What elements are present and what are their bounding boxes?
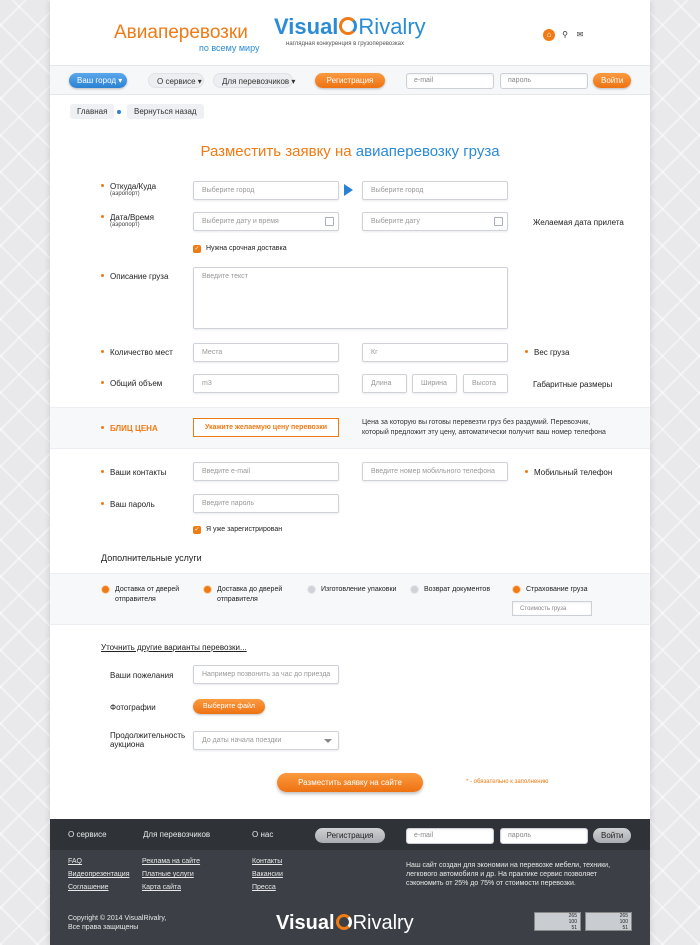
search-icon[interactable]: ⚲ — [562, 30, 568, 39]
required-marker — [101, 215, 104, 218]
departure-date-input[interactable]: Выберите дату и время — [193, 212, 339, 231]
breadcrumb-back[interactable]: Вернуться назад — [127, 104, 204, 119]
required-note: * - обязательно к заполнению — [466, 779, 549, 785]
logo-right: Rivalry — [358, 14, 426, 39]
volume-input[interactable]: m3 — [193, 374, 339, 393]
blitz-note: Цена за которую вы готовы перевезти груз без раздумий. Перевозчик, который предложит эту цену, автоматически получит ваш номер телефона — [362, 419, 606, 436]
service-radio[interactable] — [204, 586, 211, 593]
auction-duration-label: Продолжительность аукциона — [110, 731, 186, 749]
from-city-input[interactable]: Выберите город — [193, 181, 339, 200]
service-label: Возврат документов — [424, 586, 491, 593]
description-textarea[interactable]: Введите текст — [193, 267, 508, 329]
footer-link[interactable]: Соглашение — [68, 884, 109, 891]
logo-swirl-icon — [339, 17, 357, 35]
logo-swirl-icon — [336, 914, 352, 930]
footer-link[interactable]: Вакансии — [252, 871, 283, 878]
weight-input[interactable]: Кг — [362, 343, 508, 362]
site-subtitle: по всему миру — [199, 43, 260, 53]
service-radio[interactable] — [102, 586, 109, 593]
calendar-icon[interactable] — [325, 217, 334, 226]
height-input[interactable]: Высота — [463, 374, 508, 393]
volume-label: Общий объем — [110, 379, 163, 388]
password-field[interactable]: Введите пароль — [193, 494, 339, 513]
phone-label: Мобильный телефон — [534, 468, 613, 477]
page-title — [50, 143, 650, 160]
login-password-input[interactable]: пароль — [500, 73, 588, 89]
service-label: Доставка до дверей отправителя — [217, 586, 283, 603]
footer-about-us-link[interactable]: О нас — [252, 830, 274, 839]
email-field[interactable]: Введите e-mail — [193, 462, 339, 481]
city-select-button[interactable]: Ваш город ▾ — [69, 73, 127, 88]
required-marker — [101, 350, 104, 353]
blitz-price-label: БЛИЦ ЦЕНА — [110, 424, 158, 433]
home-icon[interactable]: ⌂ — [543, 29, 555, 41]
footer-login-button[interactable]: Войти — [593, 828, 631, 843]
from-to-label: Откуда/Куда (аэропорт) — [110, 182, 157, 197]
carriers-menu[interactable]: Для перевозчиков ▾ — [213, 73, 293, 88]
urgent-checkbox[interactable]: ✓ — [194, 246, 200, 252]
footer-register-button[interactable]: Регистрация — [315, 828, 385, 843]
footer-link[interactable]: Реклама на сайте — [142, 858, 201, 865]
footer-link[interactable]: Платные услуги — [142, 871, 194, 878]
footer-link[interactable]: Контакты — [252, 858, 283, 865]
choose-file-button[interactable]: Выберите файл — [193, 699, 265, 714]
logo[interactable] — [274, 14, 426, 40]
dimensions-label: Габаритные размеры — [533, 380, 613, 389]
desired-arrival-label: Желаемая дата прилета — [533, 218, 624, 227]
service-label: Доставка от дверей отправителя — [115, 586, 180, 603]
places-label: Количество мест — [110, 348, 173, 357]
footer-password-input[interactable]: пароль — [500, 828, 588, 844]
city-label: Ваш город — [77, 76, 117, 85]
weight-label: Вес груза — [534, 348, 570, 357]
page — [50, 0, 650, 945]
logo-left: Visual — [274, 14, 339, 39]
footer-link[interactable]: Карта сайта — [142, 884, 181, 891]
footer-link[interactable]: FAQ — [68, 858, 83, 865]
counter-badge[interactable]: 265 100 51 — [534, 912, 581, 931]
blitz-price-button[interactable]: Укажите желаемую цену перевозки — [193, 418, 339, 437]
required-marker — [101, 274, 104, 277]
required-marker — [101, 426, 104, 429]
login-button[interactable]: Войти — [593, 73, 631, 88]
footer-carriers-link[interactable]: Для перевозчиков — [143, 830, 211, 839]
wishes-input[interactable]: Например позвонить за час до приезда — [193, 665, 339, 684]
login-email-input[interactable]: e-mail — [406, 73, 494, 89]
footer-link[interactable]: Пресса — [252, 884, 276, 891]
password-label: Ваш пароль — [110, 500, 155, 509]
counter-badge[interactable]: 265 100 51 — [585, 912, 632, 931]
auction-duration-select[interactable]: До даты начала поездки — [193, 731, 339, 750]
service-label: Страхование груза — [526, 586, 588, 593]
description-label: Описание груза — [110, 272, 169, 281]
register-button[interactable]: Регистрация — [315, 73, 385, 88]
required-marker — [101, 470, 104, 473]
places-input[interactable]: Места — [193, 343, 339, 362]
submit-button[interactable]: Разместить заявку на сайте — [277, 773, 423, 792]
to-city-input[interactable]: Выберите город — [362, 181, 508, 200]
footer-link[interactable]: Видеопрезентация — [68, 871, 130, 878]
footer-email-input[interactable]: e-mail — [406, 828, 494, 844]
breadcrumb-home[interactable]: Главная — [70, 104, 114, 119]
footer-logo[interactable]: Visual Rivalry — [276, 912, 414, 934]
required-marker — [525, 350, 528, 353]
footer-about-link[interactable]: О сервисе — [68, 830, 107, 839]
required-marker — [101, 381, 104, 384]
urgent-label: Нужна срочная доставка — [206, 245, 287, 252]
wishes-label: Ваши пожелания — [110, 671, 174, 680]
footer-about-text: Наш сайт создан для экономии на перевозке мебели, техники, легкового автомобиля и др. На практике сервис позволяет сэкономить от 25% до 75% от стоимости перевозки. — [406, 862, 611, 887]
about-menu[interactable]: О сервисе ▾ — [148, 73, 204, 88]
phone-field[interactable]: Введите номер мобильного телефона — [362, 462, 508, 481]
service-label: Изготовление упаковки — [321, 586, 397, 593]
required-marker — [101, 184, 104, 187]
service-radio[interactable] — [513, 586, 520, 593]
breadcrumb-separator — [117, 110, 121, 114]
about-label: О сервисе — [157, 77, 196, 86]
contacts-label: Ваши контакты — [110, 468, 167, 477]
copyright: Copyright © 2014 VisualRivalry, Все права защищены — [68, 915, 167, 931]
logo-tagline: наглядная конкуренция в грузоперевозках — [286, 41, 405, 47]
service-radio[interactable] — [411, 586, 418, 593]
other-options-link[interactable]: Уточнить другие варианты перевозки... — [101, 643, 247, 652]
mail-icon[interactable]: ✉ — [576, 30, 584, 39]
title-main: Разместить заявку на — [200, 143, 356, 160]
width-input[interactable]: Ширина — [412, 374, 457, 393]
carriers-label: Для перевозчиков — [222, 77, 290, 86]
service-radio[interactable] — [308, 586, 315, 593]
cargo-value-input[interactable]: Стоимость груза — [512, 601, 592, 616]
datetime-label: Дата/Время (аэропорт) — [110, 213, 155, 228]
arrow-right-icon — [344, 184, 353, 196]
calendar-icon[interactable] — [494, 217, 503, 226]
required-marker — [525, 470, 528, 473]
length-input[interactable]: Длина — [362, 374, 407, 393]
required-marker — [101, 502, 104, 505]
arrival-date-input[interactable]: Выберите дату — [362, 212, 508, 231]
title-accent: авиаперевозку груза — [355, 143, 500, 160]
site-title: Авиаперевозки — [114, 22, 248, 43]
chevron-down-icon — [324, 739, 332, 743]
photos-label: Фотографии — [110, 703, 156, 712]
extra-services-title: Дополнительные услуги — [101, 553, 202, 563]
registered-label: Я уже зарегистрирован — [206, 526, 283, 533]
registered-checkbox[interactable]: ✓ — [194, 527, 200, 533]
